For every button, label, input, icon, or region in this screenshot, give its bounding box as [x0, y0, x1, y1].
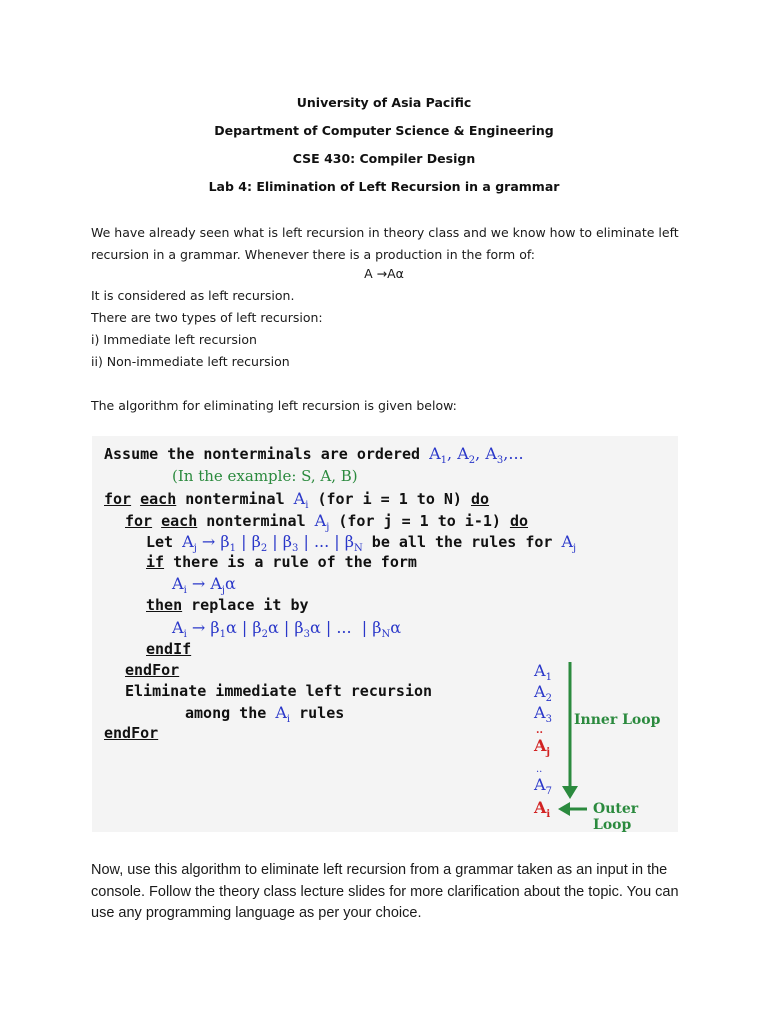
loop-arrows — [92, 436, 678, 832]
inner-do-keyword: do — [509, 512, 529, 530]
if-keyword: if — [146, 553, 165, 571]
algorithm-figure — [92, 436, 678, 832]
do-keyword: do — [470, 490, 490, 508]
endfor-inner-keyword: endFor — [125, 661, 180, 679]
among-ai: $A_i$ — [275, 703, 291, 726]
inner-each-keyword: each — [161, 512, 198, 530]
let-aj: $A_j$ — [561, 532, 577, 555]
type-non-immediate: ii) Non-immediate left recursion — [91, 354, 290, 369]
outer-ai: $A_i$ — [293, 489, 309, 512]
left-recursion-formula: A →Aα — [364, 266, 404, 281]
replace-rule: $A_i \to \beta_1\alpha$ | $\beta_2\alpha$ | $\beta_3\alpha$ | ... | $\beta_N\alpha$ — [172, 618, 402, 641]
then-rest-text: replace it by — [182, 596, 309, 614]
inner-loop-arrow-head — [562, 786, 578, 799]
inner-for-keyword: for — [125, 512, 153, 530]
rules-text: rules — [290, 704, 345, 722]
then-keyword: then — [146, 596, 183, 614]
endif-keyword: endIf — [146, 640, 192, 658]
among-text: among the — [185, 704, 276, 722]
closing-paragraph: Now, use this algorithm to eliminate left recursion from a grammar taken as an input in the console. Follow the theory class lecture slides for more clarification about the topic. You can use any programming language as per your choice. — [91, 862, 679, 921]
loop-a3-label: $A_3$ — [534, 703, 552, 726]
eliminate-line: Eliminate immediate left recursion — [125, 682, 433, 700]
let-rule: $A_j \to \beta_1$ | $\beta_2$ | $\beta_3$ | ... | $\beta_N$ — [182, 532, 363, 555]
outer-loop-arrow-head — [558, 802, 570, 816]
nonterminal-order: $A_1$, $A_2$, $A_3$,... — [429, 444, 524, 467]
loop-a1-label: $A_1$ — [534, 661, 552, 684]
example-text: (In the example: S, A, B) — [172, 467, 358, 485]
loop-ai-label: $A_i$ — [534, 798, 551, 821]
if-rest-text: there is a rule of the form — [164, 553, 417, 571]
assume-text: Assume the nonterminals are ordered — [104, 445, 430, 463]
course-heading: CSE 430: Compiler Design — [292, 151, 476, 166]
department-heading: Department of Computer Science & Engineering — [214, 123, 554, 138]
inner-aj: $A_j$ — [314, 511, 330, 534]
let-keyword: Let — [146, 533, 183, 551]
types-intro-text: There are two types of left recursion: — [91, 310, 323, 325]
each-keyword: each — [140, 490, 177, 508]
loop-a7-label: $A_7$ — [534, 775, 552, 798]
endfor-outer-keyword: endFor — [104, 724, 159, 742]
let-rest-text: be all the rules for — [362, 533, 562, 551]
outer-nonterminal-text: nonterminal — [176, 490, 294, 508]
rule-form: $A_i \to A_j\alpha$ — [172, 574, 236, 597]
type-immediate: i) Immediate left recursion — [91, 332, 257, 347]
inner-loop-label: Inner Loop — [574, 712, 661, 728]
for-keyword: for — [104, 490, 132, 508]
outer-range-text: (for i = 1 to N) — [308, 490, 471, 508]
loop-a2-label: $A_2$ — [534, 682, 552, 705]
lab-title: Lab 4: Elimination of Left Recursion in a grammar — [208, 179, 560, 194]
ellipsis-dots-1: .. — [536, 725, 543, 736]
outer-loop-label: Outer Loop — [593, 801, 639, 833]
inner-range-text: (for j = 1 to i-1) — [329, 512, 510, 530]
university-heading: University of Asia Pacific — [296, 95, 472, 110]
ellipsis-dots-2: .. — [536, 764, 543, 775]
inner-nonterminal-text: nonterminal — [197, 512, 315, 530]
considered-text: It is considered as left recursion. — [91, 288, 295, 303]
intro-paragraph: We have already seen what is left recursion in theory class and we know how to eliminate left recursion in a grammar. Whenever there is a production in the form of: — [91, 225, 679, 262]
algorithm-intro-text: The algorithm for eliminating left recursion is given below: — [91, 398, 457, 413]
loop-aj-label: $A_j$ — [534, 736, 551, 759]
